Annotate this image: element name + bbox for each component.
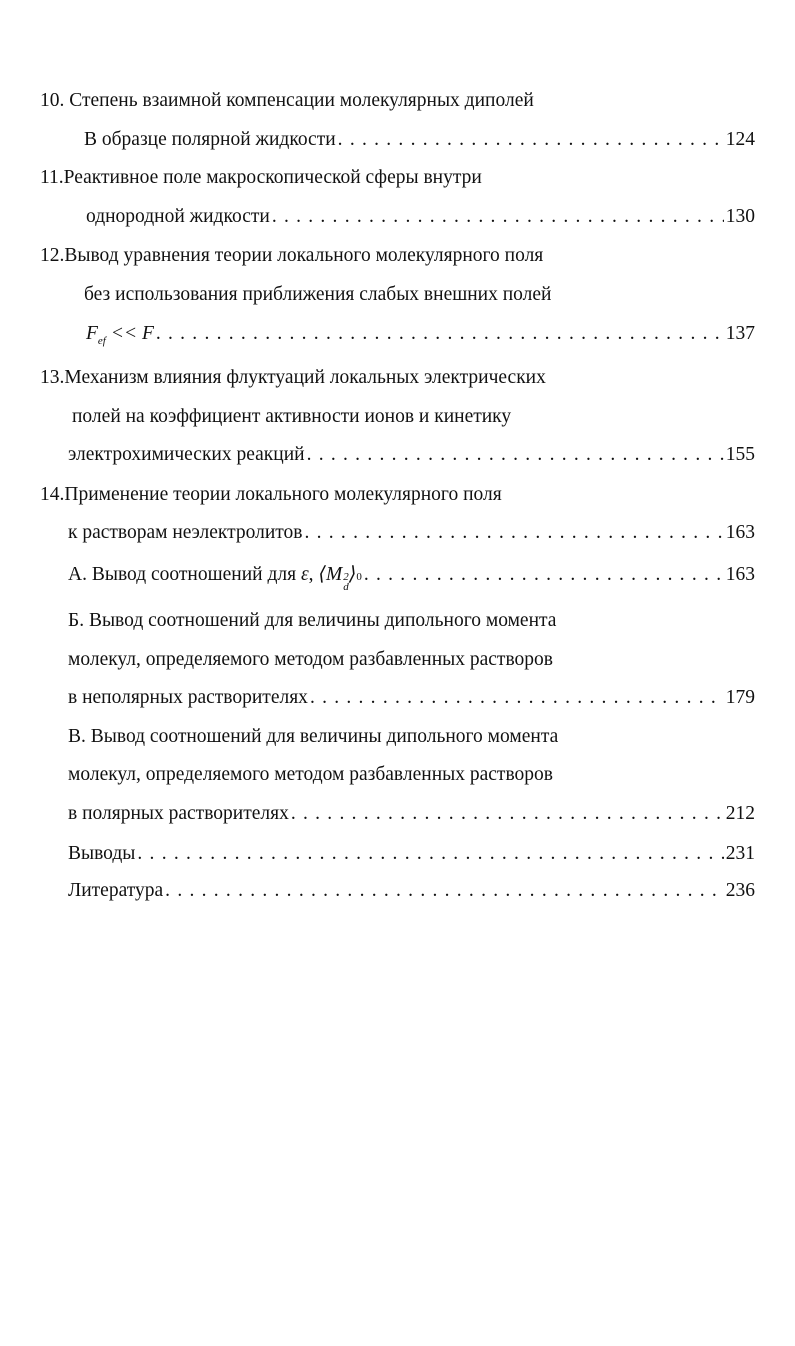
- toc-entry-13-title: электрохимических реакций: [68, 444, 305, 465]
- toc-entry-13-page: 155: [725, 444, 755, 465]
- toc-entry-14a-text: А. Вывод соотношений для: [68, 564, 297, 585]
- toc-entry-14v-line-2: молекул, определяемого методом разбавленных растворов: [68, 764, 553, 785]
- formula-M-sup: 2: [343, 571, 349, 583]
- toc-entry-13-line-1: 13.Механизм влияния флуктуаций локальных электрических: [40, 367, 546, 388]
- toc-entry-14b-line-2: молекул, определяемого методом разбавленных растворов: [68, 649, 553, 670]
- toc-entry-10-line-1: 10. Степень взаимной компенсации молекулярных диполей: [40, 90, 534, 111]
- toc-leader-dots: [304, 519, 723, 547]
- formula-M-scripts: [343, 572, 349, 592]
- toc-entry-conclusions[interactable]: [68, 840, 755, 868]
- toc-entry-12-line-3[interactable]: [86, 320, 755, 348]
- toc-entry-14b-line-3[interactable]: [68, 684, 755, 712]
- toc-entry-12-page: 137: [725, 323, 755, 344]
- toc-entry-13-line-3[interactable]: [68, 441, 755, 469]
- toc-entry-11-title: однородной жидкости: [86, 206, 270, 227]
- toc-entry-14b-page: 179: [725, 687, 755, 708]
- toc-entry-12-formula: [86, 320, 154, 355]
- toc-leader-dots: [291, 800, 724, 828]
- toc-entry-literature-page: 236: [725, 880, 755, 901]
- toc-leader-dots: [338, 126, 724, 154]
- toc-entry-13-line-2: полей на коэффициент активности ионов и кинетику: [72, 406, 512, 427]
- toc-entry-14-page: 163: [725, 522, 755, 543]
- toc-entry-14-line-1: 14.Применение теории локального молекулярного поля: [40, 484, 502, 505]
- formula-epsilon: ε: [300, 564, 309, 585]
- formula-M: M: [326, 564, 343, 585]
- toc-entry-14a-page: 163: [725, 564, 755, 585]
- formula-sub-ef: ef: [97, 335, 106, 347]
- toc-entry-12-line-2: без использования приближения слабых внешних полей: [84, 284, 552, 305]
- toc-leader-dots: [310, 684, 724, 712]
- toc-entry-14a[interactable]: [68, 561, 755, 593]
- toc-leader-dots: [272, 203, 724, 231]
- toc-entry-conclusions-title: Выводы: [68, 843, 136, 864]
- toc-leader-dots: [137, 840, 723, 868]
- toc-entry-11-page: 130: [725, 206, 755, 227]
- toc-leader-dots: [364, 561, 724, 589]
- toc-leader-dots: [165, 877, 724, 905]
- toc-entry-14a-title: [68, 561, 362, 592]
- toc-entry-literature[interactable]: [68, 877, 755, 905]
- toc-entry-11-line-1: 11.Реактивное поле макроскопической сферы внутри: [40, 167, 482, 188]
- toc-entry-10-line-2[interactable]: [84, 126, 755, 154]
- toc-entry-14v-page: 212: [725, 803, 755, 824]
- formula-rest: << F: [105, 323, 154, 344]
- toc-leader-dots: [307, 441, 724, 469]
- toc-entry-14b-line-1: Б. Вывод соотношений для величины дипольного момента: [68, 610, 557, 631]
- toc-entry-literature-title: Литература: [68, 880, 164, 901]
- toc-entry-14v-title: в полярных растворителях: [68, 803, 289, 824]
- formula-angle-sub: 0: [356, 571, 362, 583]
- toc-entry-11-line-2[interactable]: [86, 203, 755, 231]
- toc-entry-10-title: В образце полярной жидкости: [84, 129, 336, 150]
- formula-F: F: [86, 323, 98, 344]
- toc-entry-14v-line-1: В. Вывод соотношений для величины дипольного момента: [68, 726, 559, 747]
- toc-entry-14b-title: в неполярных растворителях: [68, 687, 308, 708]
- toc-entry-12-line-1: 12.Вывод уравнения теории локального молекулярного поля: [40, 245, 544, 266]
- formula-mean-dipole: ⟨ M 2 d ⟩ 0: [318, 561, 361, 592]
- formula-M-sub: d: [343, 581, 349, 593]
- toc-entry-10-page: 124: [725, 129, 755, 150]
- toc-entry-14v-line-3[interactable]: [68, 800, 755, 828]
- toc-entry-14-title: к растворам неэлектролитов: [68, 522, 303, 543]
- toc-entry-14-line-2[interactable]: [68, 519, 755, 547]
- toc-leader-dots: [156, 320, 724, 348]
- toc-entry-conclusions-page: 231: [725, 843, 755, 864]
- formula-comma: ,: [308, 564, 314, 585]
